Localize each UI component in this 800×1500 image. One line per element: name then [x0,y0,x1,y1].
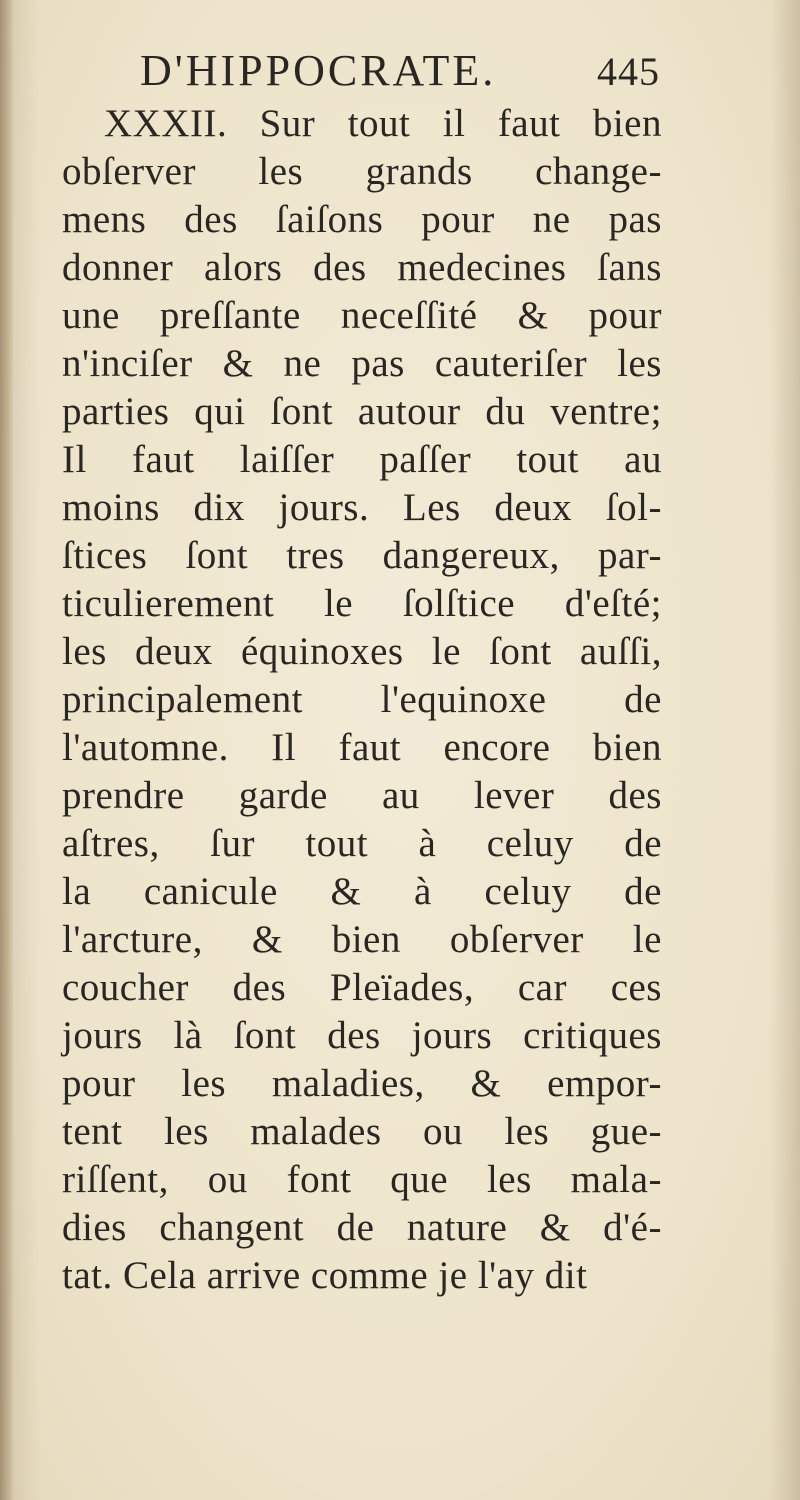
word: du [485,390,526,433]
word: cauteriſer [434,342,588,385]
word: neceſſité [340,294,478,337]
page-header [140,45,660,105]
word: par- [597,534,662,577]
word: mens [62,198,147,241]
word: autour [357,390,461,433]
word: il [442,102,466,145]
word: malades [250,1110,382,1153]
text-line [62,148,662,196]
word: bien [592,102,662,145]
word: font [286,1158,352,1201]
word: l'equinoxe [380,678,547,721]
word: des [313,246,367,289]
word: des [327,1014,381,1057]
text-line [62,1204,662,1252]
word: ſolſtice [402,582,516,625]
word: preſſante [159,294,301,337]
word: les [617,342,662,385]
word: les [504,1110,550,1153]
word: laiſſer [239,438,335,481]
text-line [62,196,662,244]
text-line [62,1108,662,1156]
word: change- [535,150,662,193]
text-line [62,292,662,340]
word: grands [365,150,473,193]
word: à [418,822,437,865]
word: bien [331,918,401,961]
word: deux [494,486,573,529]
word: ne [532,198,571,241]
text-line [62,676,662,724]
word: encore [443,726,551,769]
page-number: 445 [597,49,660,94]
word: l'arcture, [62,918,203,961]
word: ſur [210,822,255,865]
word: medecines [397,246,567,289]
word: les [181,1062,227,1105]
text-line [62,100,662,148]
word: Les [402,486,461,529]
word: des [608,774,662,817]
word: nature [406,1206,508,1249]
word: & [539,1206,571,1249]
running-title: D'HIPPOCRATE. [140,46,497,95]
text-line [62,580,662,628]
word: Il [62,438,87,481]
text-line [62,340,662,388]
word: auſſi, [579,630,662,673]
word: jours [62,1014,143,1057]
word: ticulierement [62,582,275,625]
word: les [486,1158,532,1201]
word: empor- [547,1062,662,1105]
word: critiques [523,1014,662,1057]
word: gue- [590,1110,662,1153]
word: dangereux, [382,534,560,577]
word: tout [516,438,579,481]
text-line [62,244,662,292]
word: pour [421,198,495,241]
text-line [62,964,662,1012]
word: l'automne. [62,726,229,769]
word: tent [62,1110,123,1153]
word: d'é- [603,1206,662,1249]
word: tres [286,534,345,577]
word: tout [305,822,369,865]
body-text [62,100,662,1300]
word: une [62,294,120,337]
text-line [62,1060,662,1108]
text-line [62,1012,662,1060]
word: que [390,1158,449,1201]
word: lever [473,774,555,817]
text-line [62,868,662,916]
word: obſerver [62,150,196,193]
word: au [624,438,662,481]
word: à [413,870,432,913]
text-line [62,916,662,964]
word: tout [347,102,411,145]
word: ne [283,342,322,385]
word: ſont [233,1014,297,1057]
word: coucher [62,966,189,1009]
word: maladies, [271,1062,425,1105]
word: parties [62,390,170,433]
word: ſont [489,630,552,673]
binding-gutter [0,0,14,1500]
word: canicule [143,870,278,913]
word: faut [497,102,561,145]
word: ou [422,1110,463,1153]
word: ventre; [550,390,662,433]
word: celuy [484,870,572,913]
word: pour [588,294,662,337]
word: & [251,918,283,961]
text-line [62,532,662,580]
word: ſaiſons [275,198,384,241]
word: alors [204,246,283,289]
text-line [62,436,662,484]
word: paſſer [379,438,472,481]
text-line [62,772,662,820]
word: obſerver [449,918,584,961]
word: équinoxes [240,630,404,673]
word: ſtices [62,534,148,577]
word: qui [194,390,246,433]
word: des [232,966,287,1009]
word: ſol- [605,486,662,529]
word: mala- [570,1158,662,1201]
word: les [258,150,304,193]
word: car [517,966,567,1009]
word: la [62,870,92,913]
word: au [381,774,420,817]
word: ces [610,966,662,1009]
word: changent [159,1206,305,1249]
word: & [222,342,254,385]
word: Sur [259,102,316,145]
word: donner [62,246,174,289]
word: pas [351,342,405,385]
word: & [470,1062,502,1105]
word: garde [238,774,328,817]
word: faut [131,438,195,481]
word: prendre [62,774,185,817]
word: ou [207,1158,248,1201]
word: là [173,1014,203,1057]
word: des [184,198,238,241]
word: dies [62,1206,127,1249]
word: ſont [185,534,249,577]
word: le [431,630,461,673]
word: les [163,1110,209,1153]
text-line: tat. Cela arrive comme je l'ay dit [62,1254,588,1297]
word: principalement [62,678,303,721]
word: jours. [278,486,370,529]
word: moins [62,486,160,529]
word: deux [134,630,213,673]
word: & [517,294,549,337]
word: de [336,1206,375,1249]
word: d'eſté; [564,582,662,625]
word: ſont [270,390,334,433]
word: aſtres, [62,822,160,865]
text-line [62,484,662,532]
text-line [62,820,662,868]
word: n'inciſer [62,342,193,385]
word: de [624,822,662,865]
word: pas [608,198,662,241]
text-line [62,388,662,436]
text-line [62,724,662,772]
text-line [62,628,662,676]
word: le [323,582,354,625]
word: le [632,918,662,961]
word: les [62,630,107,673]
word: faut [338,726,402,769]
word: bien [592,726,662,769]
word: pour [62,1062,136,1105]
word: jours [411,1014,493,1057]
word: ſans [597,246,662,289]
word: & [330,870,362,913]
word: dix [193,486,245,529]
text-line [62,1156,662,1204]
word: de [624,678,662,721]
word: XXXII. [104,102,228,145]
word: Il [271,726,297,769]
word: de [624,870,662,913]
word: Pleïades, [329,966,475,1009]
word: celuy [486,822,574,865]
word: riſſent, [62,1158,169,1201]
